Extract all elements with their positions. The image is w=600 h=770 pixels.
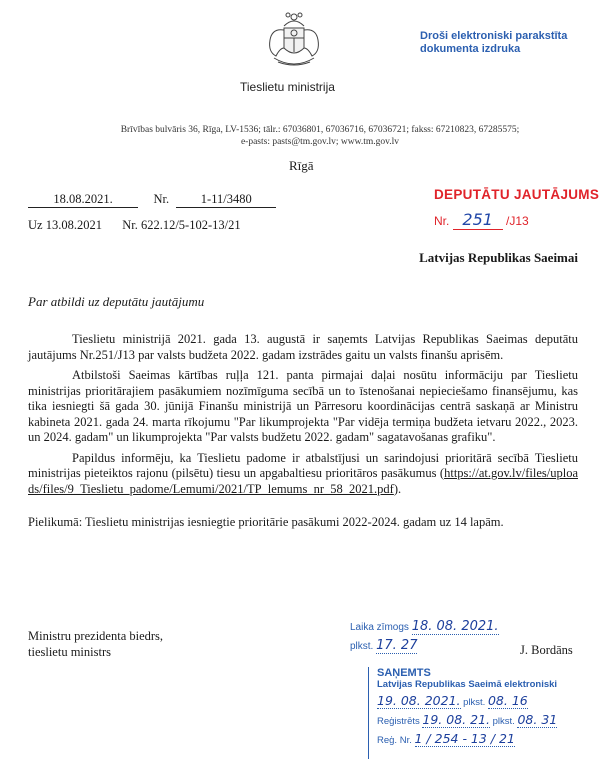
paragraph-3: [28, 451, 578, 498]
coat-of-arms-icon: [262, 8, 326, 70]
time-stamp-time: 17. 27: [376, 638, 418, 653]
deputy-nr-label: Nr.: [434, 214, 450, 228]
electronic-signature-note: Droši elektroniski parakstīta dokumenta izdruka: [420, 30, 568, 55]
deputy-nr-handwritten: 251: [453, 210, 503, 230]
document-date: 18.08.2021.: [28, 192, 138, 208]
received-stamp: [368, 667, 592, 759]
uz-number: 622.12/5-102-13/21: [140, 218, 241, 232]
paragraph-3-text: Papildus informēju, ka Tieslietu padome ir atbalstījusi un sarindojusi prioritārā secībā Tieslietu ministrijas pieteiktos rajonu (pilsētu) tiesu un apgabaltiesu prioritāros pasākumus (: [28, 450, 578, 480]
address-line-1: Brīvības bulvāris 36, Rīga, LV-1536; tālr.: 67036801, 67036716, 67036721; fakss: 67210823, 67285575;: [120, 125, 520, 135]
received-time: 08. 16: [487, 693, 528, 708]
registered-date: 19. 08. 21.: [422, 712, 490, 727]
signatory-position: [28, 628, 163, 660]
uz-label: Uz: [28, 218, 43, 232]
received-subtitle: Latvijas Republikas Saeimā elektroniski: [377, 679, 558, 690]
time-stamp-plkst-label: plkst.: [350, 641, 374, 652]
received-plkst-label: plkst.: [463, 697, 486, 708]
signatory-name: J. Bordāns: [520, 643, 573, 657]
paragraph-2: Atbilstoši Saeimas kārtības ruļļa 121. panta pirmajai daļai nosūtu informāciju par Tieslietu ministrijas prioritārajiem pasākumiem nozīmīguma secībā un to īstenošanai nepieciešamo finansējumu, kas tika iesniegti šā gada 30. jūnijā Finanšu ministrijā un Pārresoru koordinācijas centrā saskaņā ar Ministru kabineta 2021. gada 24. marta rīkojumu "Par likumprojekta "Par vidēja termiņa budžeta ietvaru 2022., 2023. un 2024. gadam" un likumprojekta "Par valsts budžetu 2022. gadam" sagatavošanas grafiku".: [28, 368, 578, 444]
position-line-1: Ministru prezidenta biedrs,: [28, 629, 164, 643]
court-council-decision-link[interactable]: https://at.gov.lv/files/uploads/files/9_Tieslietu_padome/Lemumi/2021/TP_lemums_nr_58_2021.pdf: [28, 466, 578, 496]
registered-time: 08. 31: [517, 712, 558, 727]
subject: Par atbildi uz deputātu jautājumu: [28, 294, 205, 309]
uz-date: 13.08.2021: [45, 218, 102, 232]
position-line-2: tieslietu ministrs: [28, 645, 111, 659]
recipient: Latvijas Republikas Saeimai: [419, 250, 578, 265]
received-title: SAŅEMTS: [377, 667, 431, 679]
registered-plkst-label: plkst.: [492, 716, 515, 727]
time-stamp-label: Laika zīmogs: [350, 622, 409, 633]
address-line-2: e-pasts: pasts@tm.gov.lv; www.tm.gov.lv: [240, 137, 400, 147]
registered-label: Reģistrēts: [377, 716, 420, 727]
reference-uz-row: [28, 218, 241, 233]
time-stamp: [350, 618, 499, 656]
nr-label: Nr.: [153, 192, 170, 206]
ministry-name: Tieslietu ministrija: [240, 80, 335, 94]
attachment-note: Pielikumā: Tieslietu ministrijas iesniegtie prioritārie pasākumi 2022-2024. gadam uz 14 lapām.: [28, 515, 504, 529]
letter-body: [28, 332, 578, 536]
uz-nr-label: Nr.: [122, 218, 138, 232]
ministry-address: [60, 124, 580, 148]
time-stamp-date: 18. 08. 2021.: [411, 619, 499, 634]
document-number: 1-11/3480: [176, 192, 276, 208]
deputy-question-number: [434, 210, 529, 230]
city: Rīgā: [289, 158, 314, 173]
reg-nr-value: 1 / 254 - 13 / 21: [414, 731, 515, 746]
deputy-nr-suffix: /J13: [506, 214, 529, 228]
reg-nr-label: Reģ. Nr.: [377, 735, 412, 746]
received-date: 19. 08. 2021.: [377, 693, 461, 708]
deputy-question-stamp-title: DEPUTĀTU JAUTĀJUMS: [434, 187, 600, 202]
reference-date-row: [28, 192, 276, 208]
paragraph-3-end: ).: [393, 481, 402, 496]
paragraph-1: Tieslietu ministrijā 2021. gada 13. augustā ir saņemts Latvijas Republikas Saeimas deputātu jautājums Nr.251/J13 par valsts budžeta 2022. gadam izstrādes gaitu un valsts finanšu aprisēm.: [28, 332, 578, 362]
